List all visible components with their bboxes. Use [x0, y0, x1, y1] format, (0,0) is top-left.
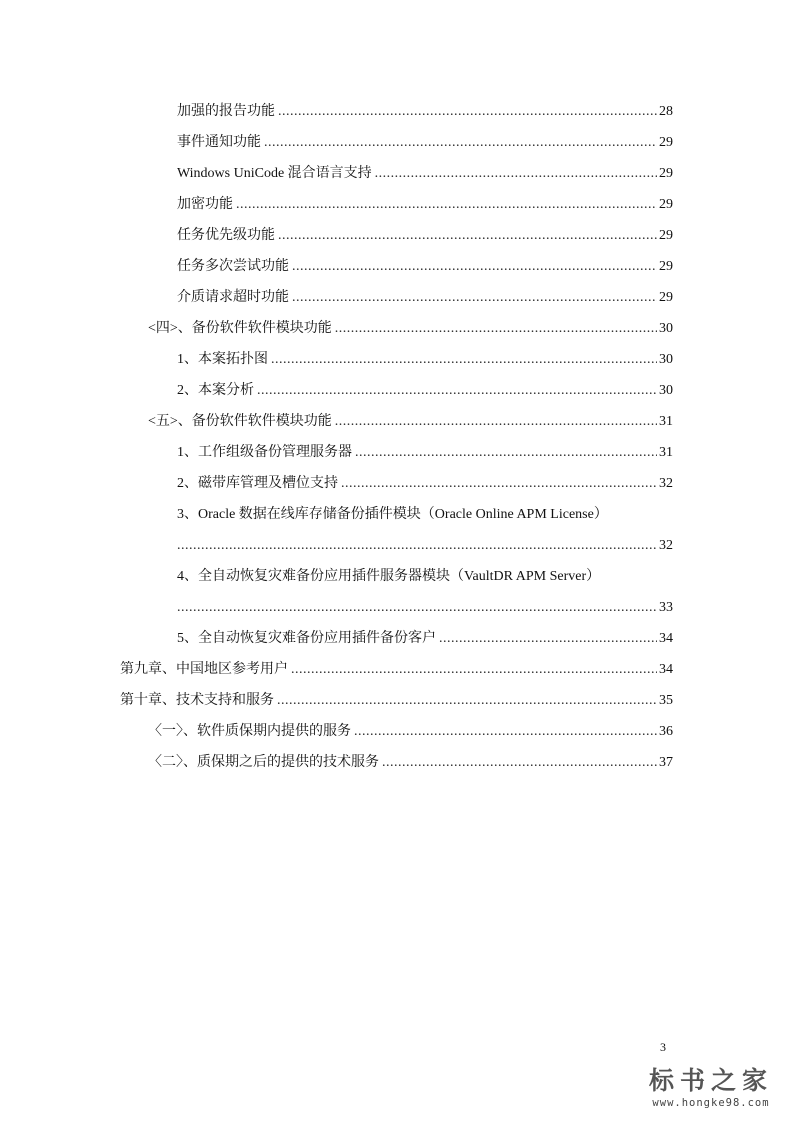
dot-leader — [354, 716, 657, 747]
dot-leader — [177, 592, 657, 623]
toc-entry-label: 1、工作组级备份管理服务器 — [177, 445, 352, 460]
toc-entry-row — [0, 406, 793, 437]
dot-leader — [341, 468, 657, 499]
toc-entry-row — [0, 375, 793, 406]
toc-entry-label: 介质请求超时功能 — [177, 290, 289, 305]
toc-entry[interactable] — [148, 406, 673, 437]
dot-leader — [375, 158, 657, 189]
dot-leader — [291, 654, 657, 685]
dot-leader — [271, 344, 657, 375]
toc-entry-label: 〈二〉、质保期之后的提供的技术服务 — [148, 755, 379, 770]
dot-leader — [355, 437, 657, 468]
toc-entry-label: 事件通知功能 — [177, 135, 261, 150]
toc-entry-label: 3、Oracle 数据在线库存储备份插件模块（Oracle Online APM License） — [177, 507, 608, 522]
toc-entry-continuation — [0, 592, 793, 623]
toc-entry-page: 30 — [659, 352, 673, 367]
page-number: 3 — [660, 1040, 666, 1054]
toc-entry[interactable] — [177, 530, 673, 561]
toc-entry-row — [0, 220, 793, 251]
dot-leader — [277, 685, 657, 716]
toc-entry[interactable] — [148, 747, 673, 778]
toc-entry-label: 4、全自动恢复灾难备份应用插件服务器模块（VaultDR APM Server） — [177, 569, 601, 584]
toc-entry-page: 37 — [659, 755, 673, 770]
toc-entry-page: 30 — [659, 321, 673, 336]
toc-entry-page: 29 — [659, 197, 673, 212]
toc-entry-page: 29 — [659, 166, 673, 181]
toc-entry[interactable] — [177, 282, 673, 313]
toc-entry-label: 加密功能 — [177, 197, 233, 212]
toc-entry-page: 35 — [659, 693, 673, 708]
toc-entry-page: 28 — [659, 104, 673, 119]
toc-entry-row — [0, 747, 793, 778]
watermark — [636, 1066, 786, 1110]
toc-entry[interactable] — [177, 375, 673, 406]
toc-entry-page: 33 — [659, 600, 673, 615]
toc-entry-row — [0, 716, 793, 747]
toc-entry-row — [0, 468, 793, 499]
toc-entry-row — [0, 313, 793, 344]
toc-entry-label: 第九章、中国地区参考用户 — [120, 662, 288, 677]
toc-entry-row — [0, 499, 793, 530]
toc-entry-label: <四>、备份软件软件模块功能 — [148, 321, 332, 336]
dot-leader — [278, 220, 657, 251]
toc-entry[interactable] — [177, 251, 673, 282]
toc-entry-page: 36 — [659, 724, 673, 739]
toc-entry[interactable] — [177, 468, 673, 499]
watermark-logo: 标书之家 — [648, 1066, 773, 1095]
toc-entry[interactable] — [120, 654, 673, 685]
dot-leader — [439, 623, 657, 654]
toc-entry-row — [0, 437, 793, 468]
toc-entry[interactable] — [148, 313, 673, 344]
toc-entry[interactable] — [177, 96, 673, 127]
toc-entry-label: 2、磁带库管理及槽位支持 — [177, 476, 338, 491]
toc-entry-row — [0, 561, 793, 592]
toc-entry-row — [0, 251, 793, 282]
toc-entry-row — [0, 623, 793, 654]
table-of-contents — [0, 96, 793, 778]
toc-entry[interactable] — [177, 437, 673, 468]
toc-entry-label: 2、本案分析 — [177, 383, 254, 398]
toc-entry-row — [0, 158, 793, 189]
watermark-url: www.hongke98.com — [652, 1097, 770, 1109]
toc-entry-row — [0, 96, 793, 127]
toc-entry[interactable] — [120, 685, 673, 716]
toc-entry-page: 32 — [659, 476, 673, 491]
dot-leader — [257, 375, 657, 406]
toc-entry-row — [0, 654, 793, 685]
toc-entry-page: 29 — [659, 259, 673, 274]
toc-entry-page: 34 — [659, 631, 673, 646]
toc-entry[interactable] — [177, 592, 673, 623]
toc-entry[interactable] — [177, 623, 673, 654]
dot-leader — [292, 282, 657, 313]
dot-leader — [236, 189, 657, 220]
toc-entry-label: 任务优先级功能 — [177, 228, 275, 243]
toc-entry-row — [0, 344, 793, 375]
toc-entry[interactable] — [177, 220, 673, 251]
dot-leader — [335, 313, 657, 344]
toc-entry[interactable] — [177, 189, 673, 220]
toc-entry-row — [0, 685, 793, 716]
dot-leader — [382, 747, 657, 778]
toc-entry-label: <五>、备份软件软件模块功能 — [148, 414, 332, 429]
toc-entry-label: 任务多次尝试功能 — [177, 259, 289, 274]
toc-entry-label: Windows UniCode 混合语言支持 — [177, 166, 372, 181]
dot-leader — [278, 96, 657, 127]
toc-entry-page: 29 — [659, 228, 673, 243]
dot-leader — [264, 127, 657, 158]
toc-entry[interactable] — [148, 716, 673, 747]
toc-entry-page: 31 — [659, 414, 673, 429]
toc-entry-row — [0, 127, 793, 158]
toc-entry-page: 29 — [659, 135, 673, 150]
toc-entry-label: 加强的报告功能 — [177, 104, 275, 119]
toc-entry-row — [0, 189, 793, 220]
toc-entry[interactable] — [177, 127, 673, 158]
toc-entry-page: 34 — [659, 662, 673, 677]
toc-entry-label: 1、本案拓扑图 — [177, 352, 268, 367]
toc-entry-page: 29 — [659, 290, 673, 305]
toc-entry-label: 5、全自动恢复灾难备份应用插件备份客户 — [177, 631, 436, 646]
toc-entry-page: 32 — [659, 538, 673, 553]
toc-entry[interactable] — [177, 344, 673, 375]
toc-entry-row — [0, 282, 793, 313]
toc-entry-continuation — [0, 530, 793, 561]
toc-entry-page: 30 — [659, 383, 673, 398]
dot-leader — [335, 406, 657, 437]
toc-entry[interactable] — [177, 158, 673, 189]
toc-entry-label: 〈一〉、软件质保期内提供的服务 — [148, 724, 351, 739]
dot-leader — [177, 530, 657, 561]
toc-entry-page: 31 — [659, 445, 673, 460]
toc-entry-label: 第十章、技术支持和服务 — [120, 693, 274, 708]
dot-leader — [292, 251, 657, 282]
